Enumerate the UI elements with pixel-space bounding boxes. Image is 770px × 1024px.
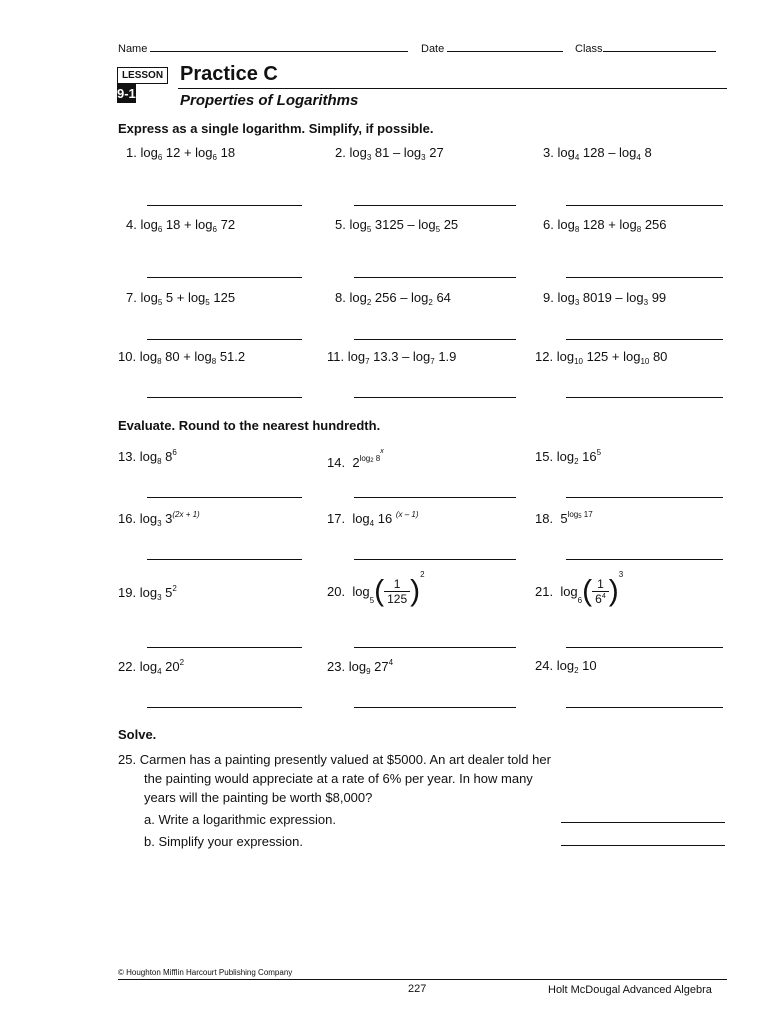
problem-7: 7. $\log_5 5 + \log_5 125$ (126, 290, 236, 307)
answer-blank[interactable] (147, 497, 302, 498)
problem-3: 3. $\log_4 128 - \log_4 8$ (543, 145, 652, 162)
date-label: Date (421, 43, 445, 55)
name-label: Name (118, 43, 148, 55)
problem-15: 15. $\log_2 16^5$ (535, 448, 602, 466)
answer-blank[interactable] (147, 205, 302, 206)
problem-16: 16. $\log_3 3^{(2x + 1)}$ (118, 510, 200, 528)
problem-13: 13. $\log_8 8^6$ (118, 448, 177, 466)
page-subtitle: Properties of Logarithms (180, 92, 359, 109)
problem-2: 2. $\log_3 81 - \log_3 27$ (335, 145, 444, 162)
problem-23: 23. $\log_9 27^4$ (327, 658, 394, 676)
problem-25a: a. Write a logarithmic expression. (144, 812, 336, 827)
problem-22: 22. $\log_4 20^2$ (118, 658, 185, 676)
answer-blank[interactable] (566, 277, 723, 278)
section-single-log: Express as a single logarithm. Simplify, if possible. (118, 121, 434, 136)
problem-14: 14. $2^{log2 8x}$ (327, 448, 384, 470)
problem-20: 20. $\log_5$( $\frac{1}{125}$ )$^2$ (327, 570, 425, 608)
problem-12: 12. $\log_{10} 125 + \log_{10} 80$ (535, 349, 668, 366)
page-number: 227 (408, 983, 427, 995)
problem-8: 8. $\log_2 256 - \log_2 64$ (335, 290, 451, 307)
answer-blank[interactable] (147, 277, 302, 278)
date-field[interactable] (421, 43, 563, 55)
lesson-label: LESSON (117, 67, 168, 84)
fraction-1-6-4: $\frac{1}{6^4}$ (592, 577, 609, 606)
problem-10: 10. $\log_8 80 + \log_8 51.2$ (118, 349, 246, 366)
section-evaluate: Evaluate. Round to the nearest hundredth. (118, 418, 381, 433)
answer-blank[interactable] (147, 559, 302, 560)
answer-blank[interactable] (354, 397, 516, 398)
problem-21: 21. $\log_6$( $\frac{1}{6^4}$ )$^3$ (535, 570, 624, 608)
problem-17: 17. $\log_4 16$ $^{(x - 1)}$ (327, 510, 419, 528)
problem-24: 24. $\log_2 10$ (535, 658, 597, 675)
answer-blank[interactable] (566, 397, 723, 398)
answer-25a[interactable] (561, 822, 725, 823)
problem-9: 9. $\log_3 8019 - \log_3 99$ (543, 290, 667, 307)
class-label: Class (575, 43, 603, 55)
class-field[interactable] (575, 43, 716, 55)
answer-blank[interactable] (566, 339, 723, 340)
answer-blank[interactable] (147, 339, 302, 340)
problem-19: 19. $\log_3 5^2$ (118, 584, 177, 602)
book-title: Holt McDougal Advanced Algebra (548, 984, 712, 996)
lesson-number: 9-1 (117, 86, 136, 101)
answer-blank[interactable] (354, 339, 516, 340)
problem-5: 5. $\log_5 3125 - \log_5 25$ (335, 217, 459, 234)
problem-11: 11. $\log_7 13.3 - \log_7 1.9$ (327, 349, 457, 366)
answer-25b[interactable] (561, 845, 725, 846)
name-field[interactable] (118, 43, 408, 55)
answer-blank[interactable] (354, 707, 516, 708)
answer-blank[interactable] (566, 497, 723, 498)
problem-6: 6. $\log_8 128 + \log_8 256$ (543, 217, 667, 234)
answer-blank[interactable] (147, 647, 302, 648)
problem-4: 4. $\log_6 18 + \log_6 72$ (126, 217, 236, 234)
problem-25: 25. Carmen has a painting presently valued at $5000. An art dealer told her the painting would appreciate at a rate of 6% per year. In how many years will the painting be worth $8,000? a. Write a logarithmic expression. b. Simplify your expression. (118, 750, 638, 851)
problem-25b: b. Simplify your expression. (144, 834, 303, 849)
title-rule (178, 88, 727, 89)
answer-blank[interactable] (566, 707, 723, 708)
page-title: Practice C (180, 63, 278, 85)
fraction-1-125: $\frac{1}{125}$ (384, 577, 410, 606)
answer-blank[interactable] (354, 205, 516, 206)
answer-blank[interactable] (354, 647, 516, 648)
answer-blank[interactable] (566, 647, 723, 648)
answer-blank[interactable] (566, 205, 723, 206)
lesson-badge (117, 67, 168, 103)
answer-blank[interactable] (354, 277, 516, 278)
copyright: © Houghton Mifflin Harcourt Publishing Company (118, 968, 293, 977)
answer-blank[interactable] (354, 559, 516, 560)
problem-18: 18. $5^{log5 17}$ (535, 510, 593, 526)
answer-blank[interactable] (354, 497, 516, 498)
section-solve: Solve. (118, 727, 157, 742)
problem-1: 1. $\log_6 12 + \log_6 18$ (126, 145, 236, 162)
answer-blank[interactable] (566, 559, 723, 560)
footer-rule (118, 979, 727, 980)
answer-blank[interactable] (147, 707, 302, 708)
answer-blank[interactable] (147, 397, 302, 398)
